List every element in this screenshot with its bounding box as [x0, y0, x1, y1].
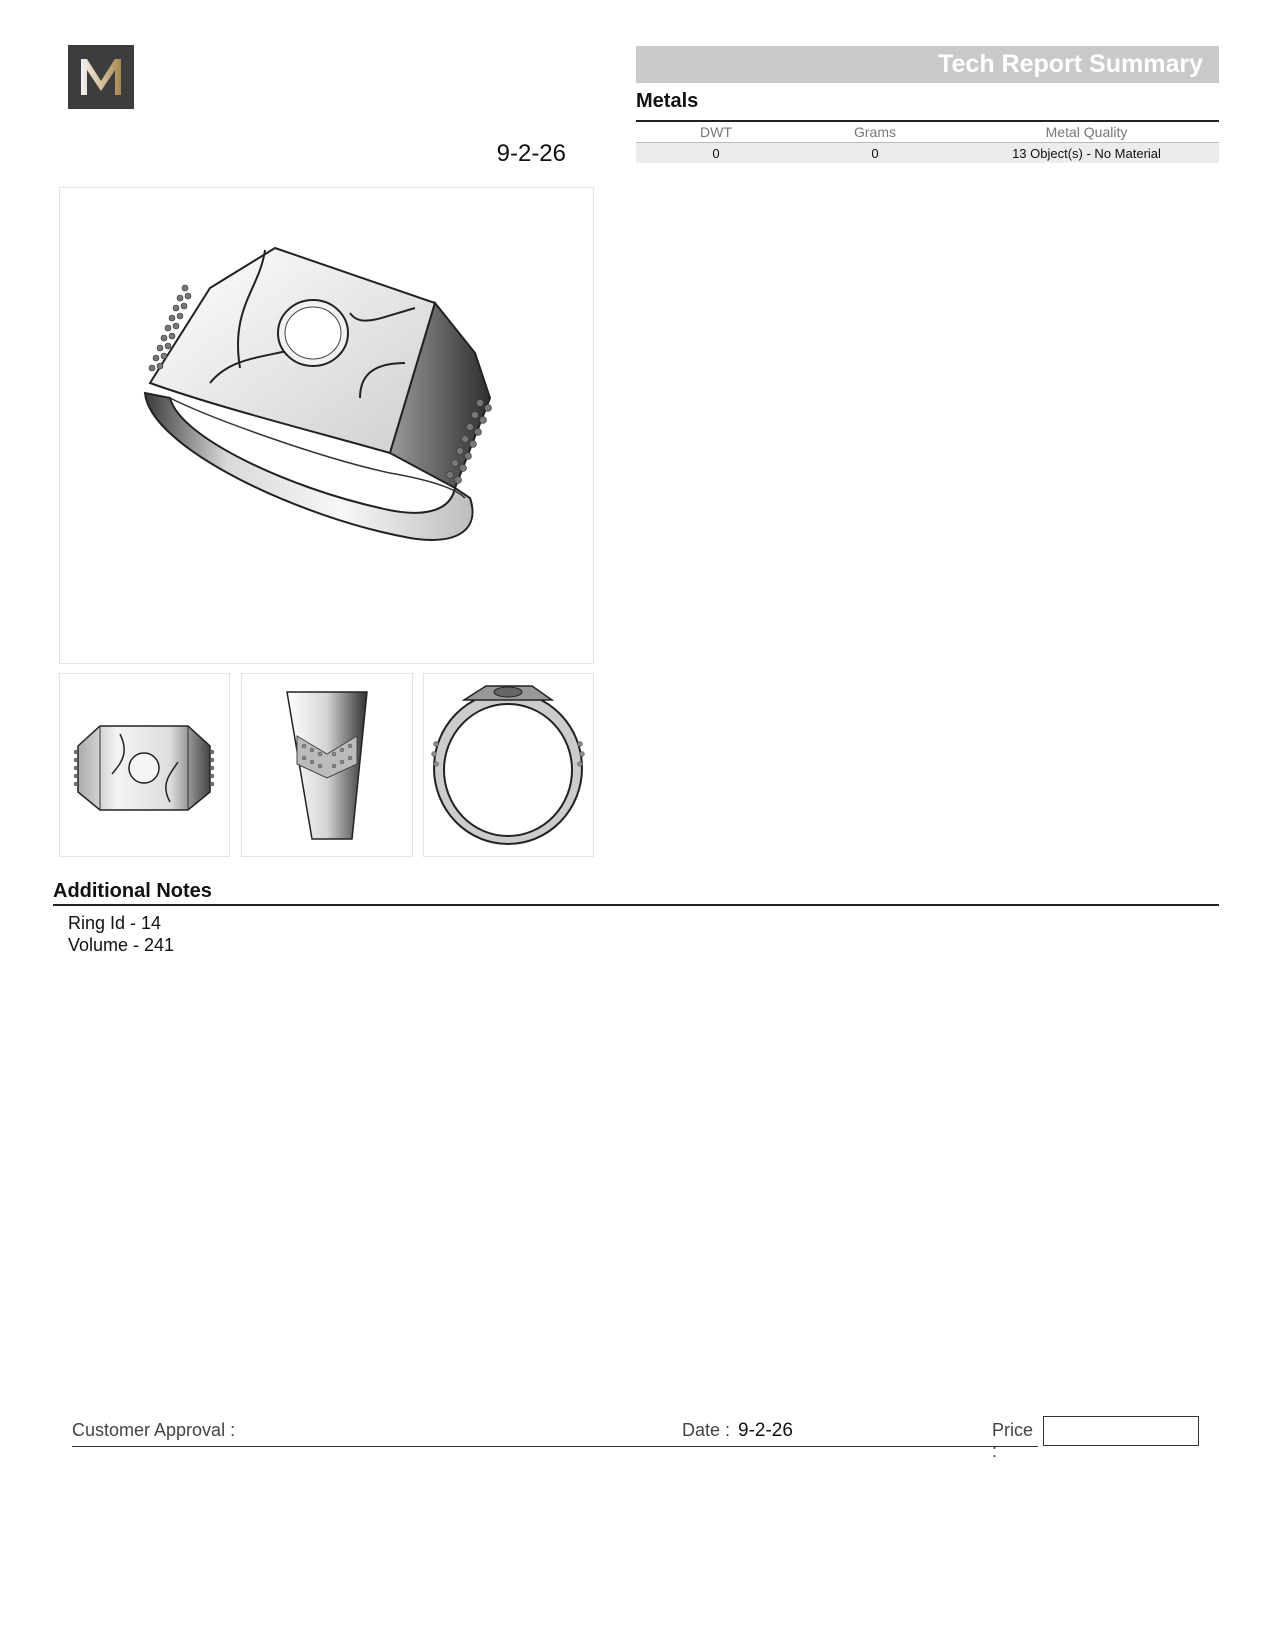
metals-table-header — [636, 122, 1219, 143]
cell-dwt: 0 — [712, 145, 720, 161]
customer-approval-label: Customer Approval : — [72, 1420, 236, 1440]
m-monogram-logo-icon — [77, 57, 125, 97]
report-title: Tech Report Summary — [938, 50, 1203, 78]
note-volume: Volume - 241 — [68, 935, 175, 955]
ring-perspective-image — [59, 187, 594, 664]
ring-front-view-image — [423, 673, 594, 857]
date-label: Date : — [682, 1420, 731, 1440]
column-header-metal-quality: Metal Quality — [1045, 124, 1128, 140]
ring-front-view-render-icon — [424, 674, 593, 856]
title-bar — [636, 46, 1219, 83]
column-header-dwt: DWT — [700, 124, 732, 140]
ring-top-view-render-icon — [60, 674, 229, 856]
column-header-grams: Grams — [854, 124, 896, 140]
ring-side-view-render-icon — [242, 674, 412, 856]
notes-list — [68, 912, 174, 956]
price-label: Price : — [992, 1420, 1034, 1461]
company-logo — [68, 45, 134, 109]
cell-metal-quality: 13 Object(s) - No Material — [1012, 145, 1161, 161]
price-field[interactable] — [1043, 1416, 1199, 1446]
notes-divider — [53, 904, 1219, 906]
ring-perspective-render-icon — [60, 188, 593, 663]
date-value: 9-2-26 — [738, 1420, 793, 1441]
metals-table — [636, 122, 1219, 163]
document-date: 9-2-26 — [496, 140, 566, 167]
ring-side-view-image — [241, 673, 413, 857]
table-row — [636, 143, 1219, 163]
note-ring-id: Ring Id - 14 — [68, 913, 162, 933]
customer-approval-row — [72, 1410, 1038, 1461]
ring-top-view-image — [59, 673, 230, 857]
cell-grams: 0 — [871, 145, 879, 161]
additional-notes-heading: Additional Notes — [53, 880, 212, 902]
metals-heading: Metals — [636, 90, 699, 112]
